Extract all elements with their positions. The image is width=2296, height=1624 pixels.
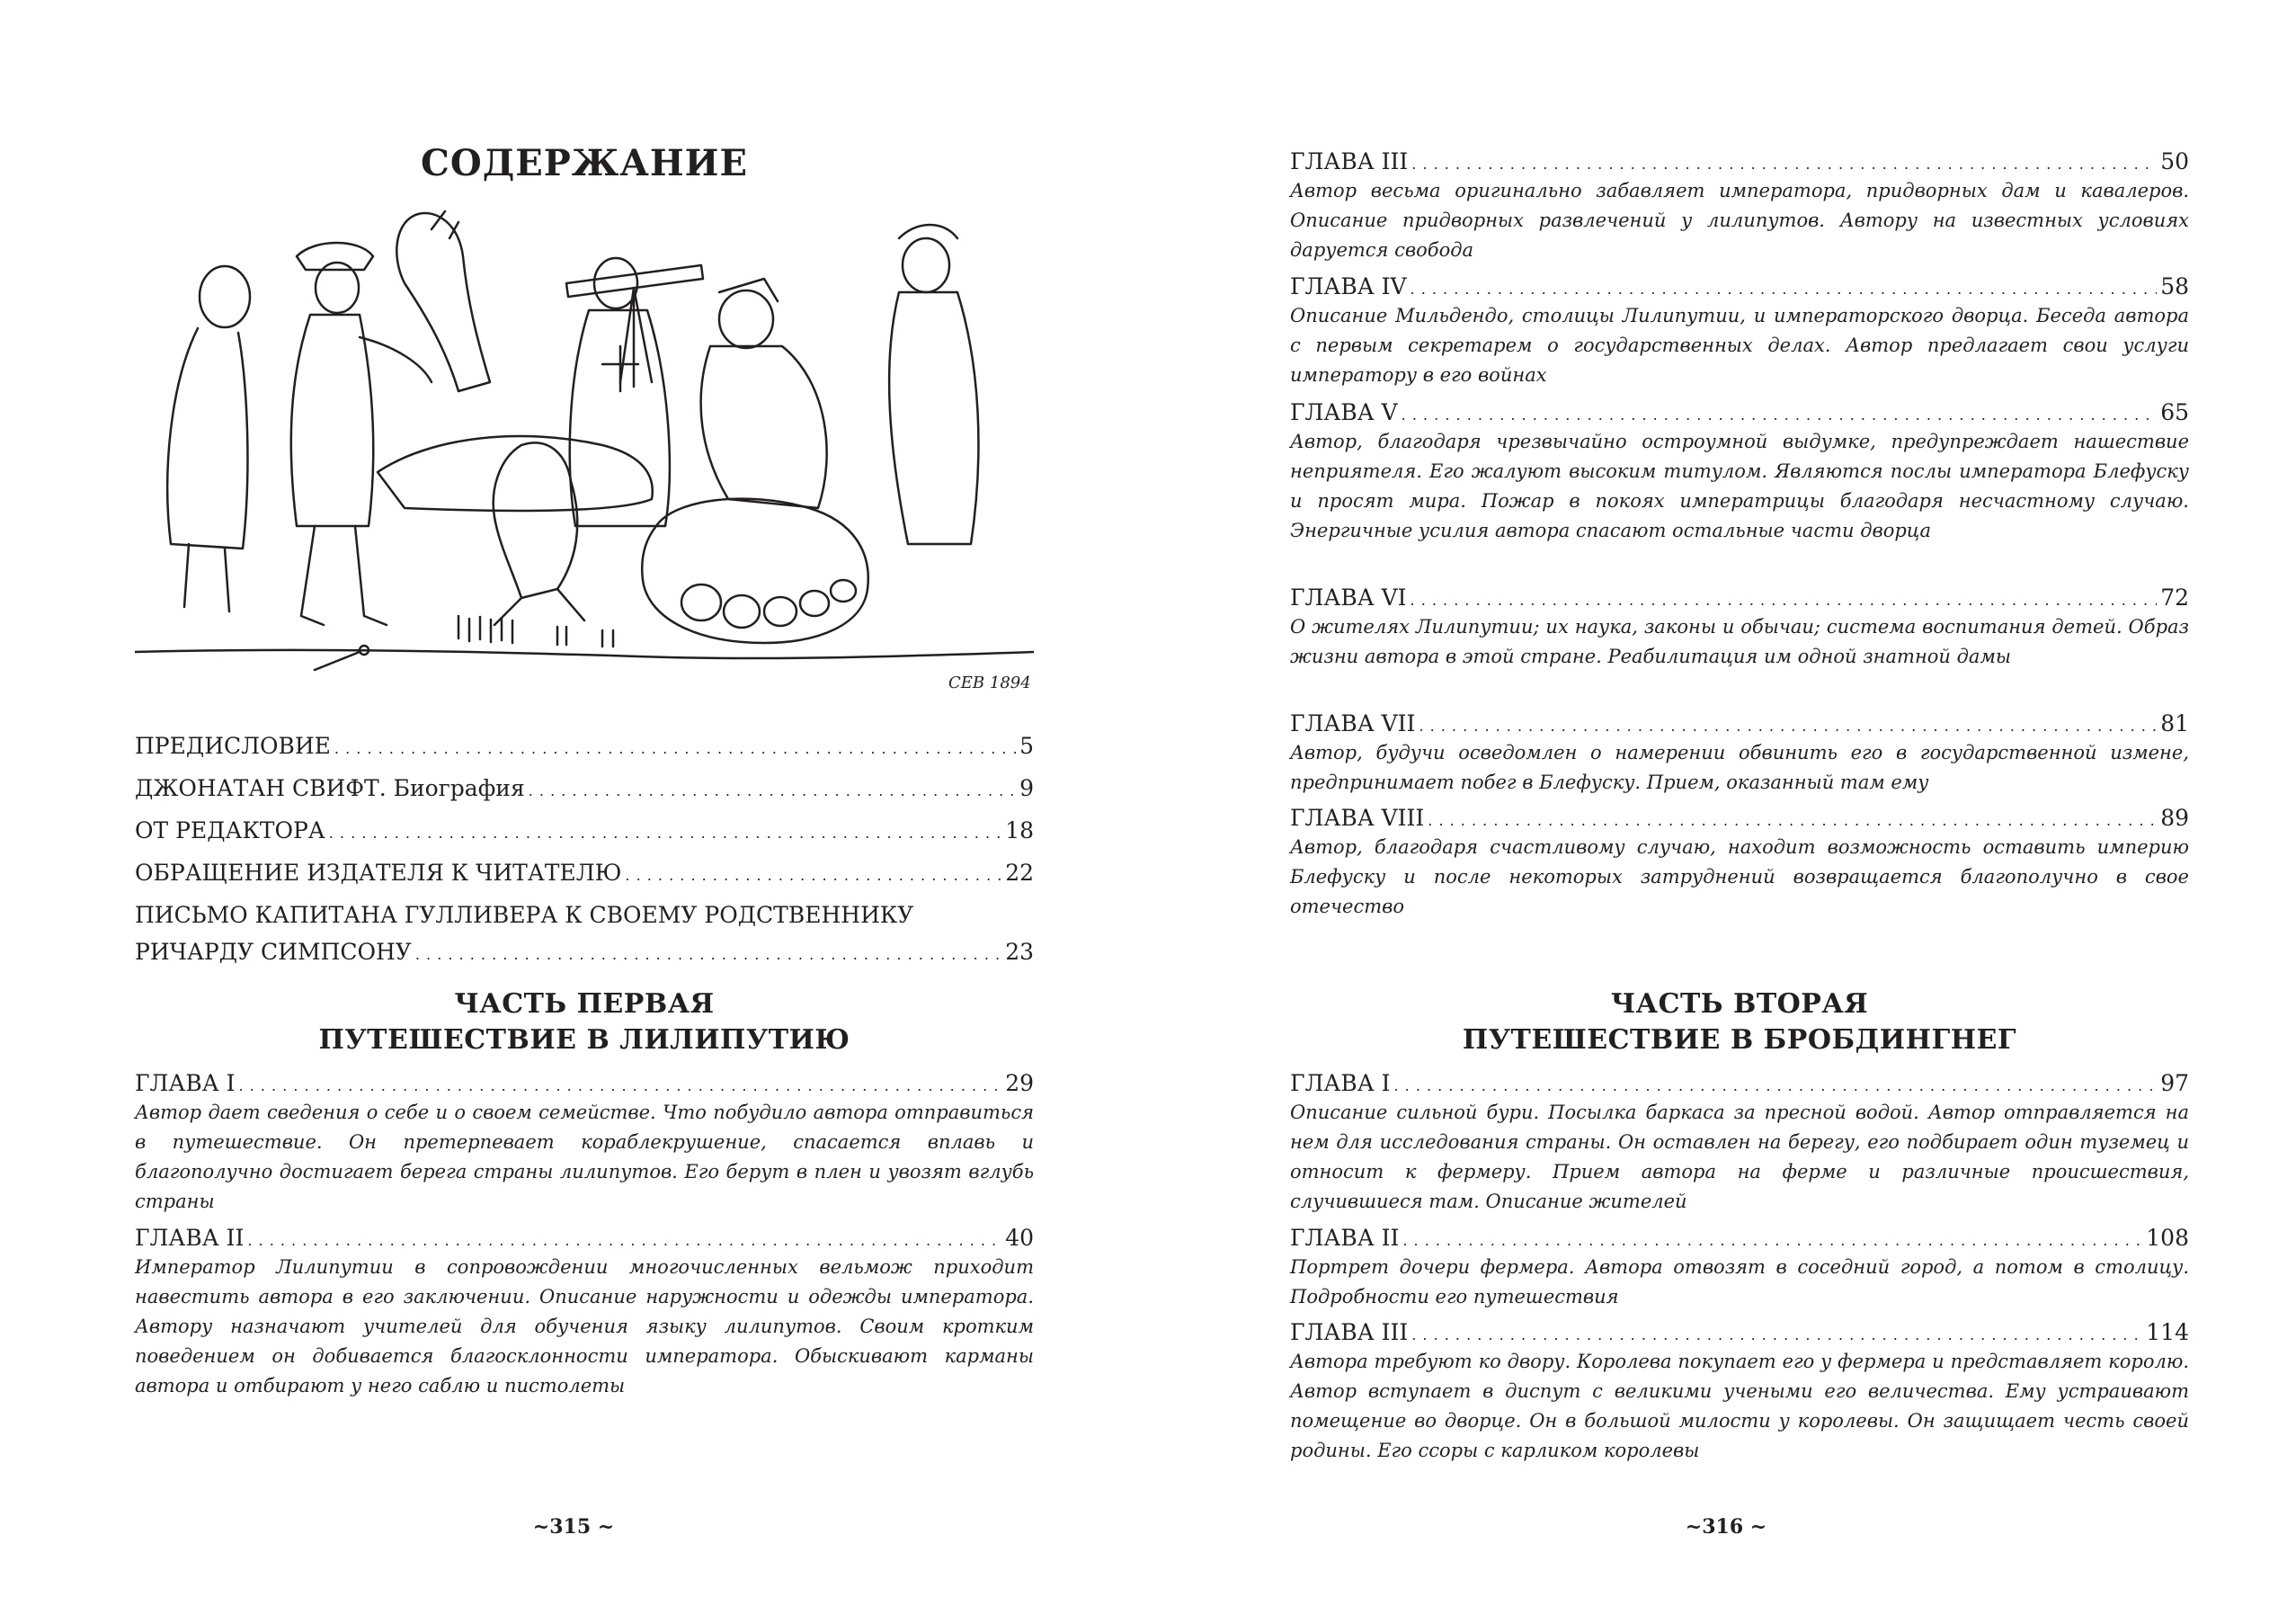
leader-dots <box>1402 1225 2142 1251</box>
chapter-page: 97 <box>2160 1070 2189 1096</box>
chapter-entry[interactable] <box>1290 1070 2189 1217</box>
toc-entry[interactable] <box>135 775 1034 801</box>
chapter-entry[interactable] <box>1290 148 2189 265</box>
chapter-page: 89 <box>2160 805 2189 831</box>
chapter-label: ГЛАВА II <box>135 1225 245 1251</box>
part-two-title: ЧАСТЬ ВТОРАЯ ПУТЕШЕСТВИЕ В БРОБДИНГНЕГ <box>1462 988 2017 1056</box>
chapter-label: ГЛАВА VII <box>1290 710 1416 736</box>
chapter-label: ГЛАВА II <box>1290 1225 1400 1251</box>
chapter-label: ГЛАВА III <box>1290 1319 1409 1345</box>
leader-dots <box>1393 1070 2157 1096</box>
chapter-description: Описание Мильдендо, столицы Лилипутии, и императорского дворца. Беседа автора с первым секретарем о государственных делах. Автор предлагает свои услуги императору в его войнах <box>1290 305 2189 386</box>
leader-dots <box>415 939 1001 965</box>
page-number: ~315 ~ <box>532 1515 615 1539</box>
chapter-description: О жителях Лилипутии; их наука, законы и обычаи; система воспитания детей. Образ жизни автора в этой стране. Реабилитация им одной знатной дамы <box>1290 616 2189 667</box>
chapter-entry[interactable] <box>1290 1319 2189 1466</box>
toc-entry-page: 22 <box>1005 860 1034 886</box>
chapter-description: Автор дает сведения о себе и о своем семействе. Что побудило автора отправиться в путешествие. Он претерпевает кораблекрушение, спасается вплавь и благополучно достигает берега страны лилипутов. Его берут в плен и увозят вглубь страны <box>135 1102 1034 1212</box>
chapter-entry[interactable] <box>1290 710 2189 798</box>
toc-entry-title: ПРЕДИСЛОВИЕ <box>135 733 331 759</box>
toc-entry-page: 5 <box>1019 733 1034 759</box>
leader-dots <box>1411 584 2158 611</box>
chapter-entry[interactable] <box>1290 273 2189 390</box>
contents-heading: СОДЕРЖАНИЕ <box>421 142 748 184</box>
toc-entry-page: 23 <box>1005 939 1034 965</box>
leader-dots <box>247 1225 1001 1251</box>
page-number: ~316 ~ <box>1685 1515 1767 1539</box>
toc-entry-title-line1: ПИСЬМО КАПИТАНА ГУЛЛИВЕРА К СВОЕМУ РОДСТВЕННИКУ <box>135 902 914 928</box>
leader-dots <box>1411 148 2157 174</box>
leader-dots <box>625 860 1001 886</box>
leader-dots <box>529 775 1016 801</box>
toc-entry[interactable] <box>135 860 1034 886</box>
chapter-description: Автор, будучи осведомлен о намерении обвинить его в государственной измене, предпринимает побег в Блефуску. Прием, оказанный там ему <box>1290 742 2189 793</box>
toc-entry-page: 18 <box>1005 817 1034 843</box>
chapter-description: Автор, благодаря счастливому случаю, находит возможность оставить империю Блефуску и после некоторых затруднений возвращается благополучно в свое отечество <box>1290 836 2189 917</box>
leader-dots <box>329 817 1001 843</box>
toc-entry-title: РИЧАРДУ СИМПСОНУ <box>135 939 412 965</box>
chapter-page: 108 <box>2146 1225 2189 1251</box>
chapter-page: 72 <box>2160 584 2189 611</box>
chapter-page: 50 <box>2160 148 2189 174</box>
chapter-page: 65 <box>2160 399 2189 425</box>
leader-dots <box>238 1070 1001 1096</box>
leader-dots <box>1402 399 2158 425</box>
chapter-page: 58 <box>2160 273 2189 299</box>
chapter-page: 29 <box>1005 1070 1034 1096</box>
toc-entry-title: ОБРАЩЕНИЕ ИЗДАТЕЛЯ К ЧИТАТЕЛЮ <box>135 860 622 886</box>
toc-entry-title: ДЖОНАТАН СВИФТ. Биография <box>135 775 525 801</box>
chapter-entry[interactable] <box>1290 805 2189 922</box>
leader-dots <box>1411 1319 2142 1345</box>
chapter-page: 114 <box>2146 1319 2189 1345</box>
chapter-entry[interactable] <box>1290 399 2189 546</box>
leader-dots <box>1411 273 2158 299</box>
chapter-label: ГЛАВА I <box>135 1070 236 1096</box>
chapter-description: Автор, благодаря чрезвычайно остроумной выдумке, предупреждает нашествие неприятеля. Его жалуют высоким титулом. Являются послы императора Блефуску и просят мира. Пожар в покоях императрицы благодаря несчастному случаю. Энергичные усилия автора спасают остальные части дворца <box>1290 431 2189 541</box>
chapter-entry[interactable] <box>135 1225 1034 1401</box>
leader-dots <box>1419 710 2157 736</box>
chapter-label: ГЛАВА IV <box>1290 273 1407 299</box>
toc-entry[interactable] <box>135 733 1034 759</box>
chapter-label: ГЛАВА III <box>1290 148 1409 174</box>
chapter-description: Описание сильной бури. Посылка баркаса за пресной водой. Автор отправляется на нем для исследования страны. Он оставлен на берегу, его подбирает один туземец и относит к фермеру. Прием автора на ферме и различные происшествия, случившиеся там. Описание жителей <box>1290 1102 2189 1212</box>
chapter-label: ГЛАВА VI <box>1290 584 1407 611</box>
chapter-entry[interactable] <box>135 1070 1034 1217</box>
chapter-page: 40 <box>1005 1225 1034 1251</box>
illustration-signature: CEB 1894 <box>948 674 1031 692</box>
chapter-description: Автора требуют ко двору. Королева покупает его у фермера и представляет королю. Автор вступает в диспут с великими учеными его величества. Ему устраивают помещение во дворце. Он в большой милости у королевы. Он защищает честь своей родины. Его ссоры с карликом королевы <box>1290 1351 2189 1461</box>
gulliver-illustration <box>135 202 1034 706</box>
toc-entry-page: 9 <box>1019 775 1034 801</box>
right-page <box>1148 0 2296 1624</box>
toc-entry[interactable] <box>135 817 1034 843</box>
chapter-page: 81 <box>2160 710 2189 736</box>
chapter-entry[interactable] <box>1290 584 2189 672</box>
leader-dots <box>1428 805 2157 831</box>
chapter-entry[interactable] <box>1290 1225 2189 1312</box>
chapter-label: ГЛАВА VIII <box>1290 805 1425 831</box>
chapter-label: ГЛАВА V <box>1290 399 1398 425</box>
toc-entry-title: ОТ РЕДАКТОРА <box>135 817 325 843</box>
part-one-title: ЧАСТЬ ПЕРВАЯ ПУТЕШЕСТВИЕ В ЛИЛИПУТИЮ <box>318 988 850 1056</box>
chapter-description: Император Лилипутии в сопровождении многочисленных вельмож приходит навестить автора в его заключении. Описание наружности и одежды императора. Автору назначают учителей для обучения языку лилипутов. Своим кротким поведением он добивается благосклонности императора. Обыскивают карманы автора и отбирают у него саблю и пистолеты <box>135 1256 1034 1396</box>
chapter-description: Автор весьма оригинально забавляет императора, придворных дам и кавалеров. Описание придворных развлечений у лилипутов. Автору на известных условиях даруется свобода <box>1290 180 2189 261</box>
chapter-description: Портрет дочери фермера. Автора отвозят в соседний город, а потом в столицу. Подробности его путешествия <box>1290 1256 2189 1307</box>
chapter-label: ГЛАВА I <box>1290 1070 1391 1096</box>
toc-entry[interactable] <box>135 902 1034 965</box>
leader-dots <box>334 733 1016 759</box>
